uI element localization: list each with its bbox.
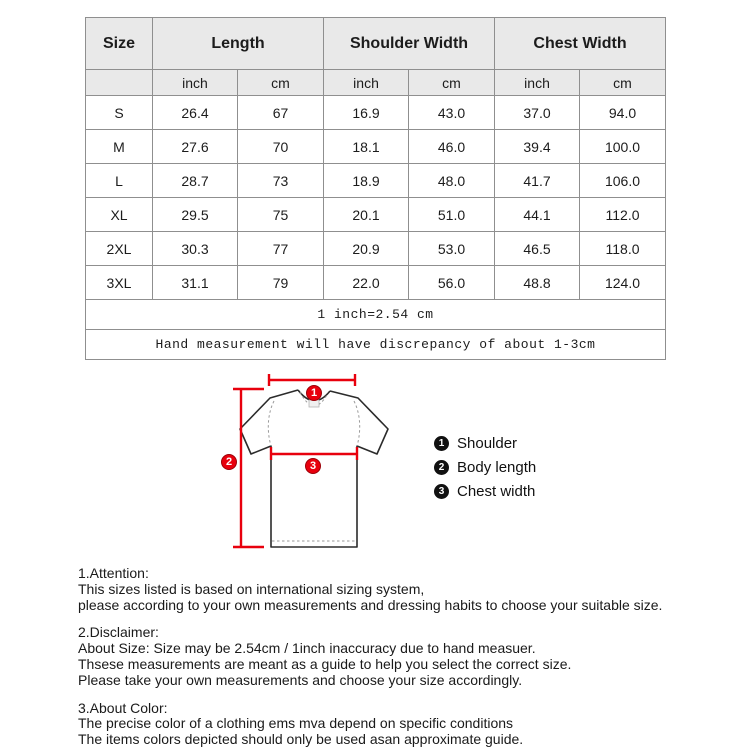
- footnote-line: About Size: Size may be 2.54cm / 1inch inaccuracy due to hand measuer.: [78, 640, 536, 657]
- diagram-legend: [434, 435, 536, 507]
- marker-chest-width: 3: [305, 458, 321, 474]
- footnote-line: Please take your own measurements and choose your size accordingly.: [78, 671, 523, 688]
- table-cell: 48.0: [409, 164, 495, 198]
- table-cell: 31.1: [153, 266, 238, 300]
- footnote-about-color: [78, 701, 698, 748]
- table-cell: 94.0: [580, 96, 666, 130]
- table-cell: 44.1: [495, 198, 580, 232]
- table-cell: 22.0: [324, 266, 409, 300]
- footnote-line: This sizes listed is based on international sizing system,: [78, 580, 425, 597]
- footnote-heading: 3.About Color:: [78, 699, 168, 716]
- table-cell: 124.0: [580, 266, 666, 300]
- table-cell: 100.0: [580, 130, 666, 164]
- table-cell: 48.8: [495, 266, 580, 300]
- size-chart-table: [85, 17, 666, 360]
- table-row-s: [86, 96, 666, 130]
- legend-bullet-3-icon: 3: [434, 484, 449, 499]
- table-cell: 46.5: [495, 232, 580, 266]
- legend-label: Shoulder: [457, 434, 518, 452]
- table-cell: 46.0: [409, 130, 495, 164]
- legend-item-chest-width: [434, 483, 536, 499]
- note-inch-conversion: 1 inch=2.54 cm: [86, 300, 666, 330]
- footnote-attention: [78, 566, 698, 613]
- col-header-chest-width: Chest Width: [495, 18, 666, 70]
- table-cell: 39.4: [495, 130, 580, 164]
- table-cell: 73: [238, 164, 324, 198]
- legend-item-shoulder: [434, 435, 536, 451]
- footnote-line: The items colors depicted should only be used asan approximate guide.: [78, 731, 524, 748]
- unit-cell: cm: [409, 70, 495, 96]
- table-cell: 20.1: [324, 198, 409, 232]
- unit-cell: inch: [153, 70, 238, 96]
- table-cell: 56.0: [409, 266, 495, 300]
- footnotes: [78, 566, 698, 750]
- table-cell: 28.7: [153, 164, 238, 198]
- table-note-row-inch: [86, 300, 666, 330]
- marker-body-length: 2: [221, 454, 237, 470]
- table-cell: 41.7: [495, 164, 580, 198]
- table-cell: 79: [238, 266, 324, 300]
- table-row-2xl: [86, 232, 666, 266]
- table-cell: 70: [238, 130, 324, 164]
- table-cell: 37.0: [495, 96, 580, 130]
- table-cell: 27.6: [153, 130, 238, 164]
- table-cell: 67: [238, 96, 324, 130]
- note-hand-measurement: Hand measurement will have discrepancy of about 1-3cm: [86, 330, 666, 360]
- unit-cell: cm: [580, 70, 666, 96]
- unit-cell: cm: [238, 70, 324, 96]
- footnote-heading: 1.Attention:: [78, 565, 149, 581]
- legend-label: Chest width: [457, 482, 536, 500]
- legend-label: Body length: [457, 458, 537, 476]
- size-label: M: [86, 130, 153, 164]
- table-cell: 43.0: [409, 96, 495, 130]
- table-row-l: [86, 164, 666, 198]
- footnote-heading: 2.Disclaimer:: [78, 624, 159, 641]
- table-header-row: [86, 18, 666, 70]
- footnote-disclaimer: [78, 625, 698, 688]
- table-note-row-discrepancy: [86, 330, 666, 360]
- size-label: S: [86, 96, 153, 130]
- table-cell: 20.9: [324, 232, 409, 266]
- table-cell: 51.0: [409, 198, 495, 232]
- table-row-xl: [86, 198, 666, 232]
- legend-item-body-length: [434, 459, 536, 475]
- footnote-line: please according to your own measurements and dressing habits to choose your suitable size.: [78, 596, 663, 613]
- unit-cell: inch: [324, 70, 409, 96]
- footnote-line: Thsese measurements are meant as a guide to help you select the correct size.: [78, 655, 572, 672]
- size-label: 3XL: [86, 266, 153, 300]
- table-unit-row: [86, 70, 666, 96]
- table-cell: 53.0: [409, 232, 495, 266]
- table-cell: 112.0: [580, 198, 666, 232]
- tshirt-measurement-diagram: [212, 367, 632, 567]
- table-row-3xl: [86, 266, 666, 300]
- table-cell: 18.1: [324, 130, 409, 164]
- col-header-length: Length: [153, 18, 324, 70]
- col-header-size: Size: [86, 18, 153, 70]
- subheader-empty-cell: [86, 70, 153, 96]
- table-cell: 29.5: [153, 198, 238, 232]
- legend-bullet-1-icon: 1: [434, 436, 449, 451]
- size-label: XL: [86, 198, 153, 232]
- size-label: L: [86, 164, 153, 198]
- marker-shoulder: 1: [306, 385, 322, 401]
- unit-cell: inch: [495, 70, 580, 96]
- footnote-line: The precise color of a clothing ems mva depend on specific conditions: [78, 715, 514, 732]
- table-cell: 16.9: [324, 96, 409, 130]
- table-cell: 106.0: [580, 164, 666, 198]
- col-header-shoulder-width: Shoulder Width: [324, 18, 495, 70]
- table-cell: 18.9: [324, 164, 409, 198]
- legend-bullet-2-icon: 2: [434, 460, 449, 475]
- size-label: 2XL: [86, 232, 153, 266]
- table-cell: 75: [238, 198, 324, 232]
- table-cell: 30.3: [153, 232, 238, 266]
- table-cell: 118.0: [580, 232, 666, 266]
- table-cell: 77: [238, 232, 324, 266]
- table-row-m: [86, 130, 666, 164]
- table-cell: 26.4: [153, 96, 238, 130]
